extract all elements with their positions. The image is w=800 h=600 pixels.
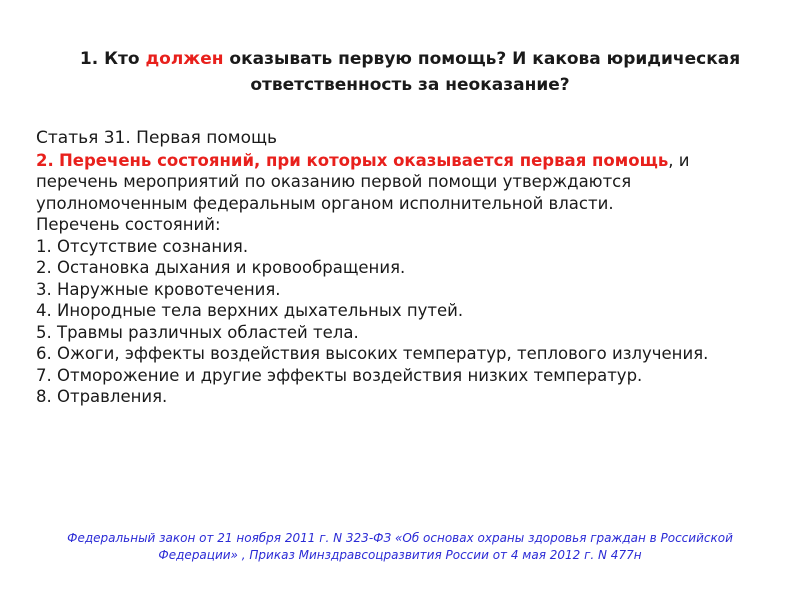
list-item: 5. Травмы различных областей тела. bbox=[36, 322, 359, 342]
list-item: 8. Отравления. bbox=[36, 387, 168, 406]
footer-citation: Федеральный закон от 21 ноября 2011 г. N 323-ФЗ «Об основах охраны здоровья граждан в Российской Федерации» , Приказ Минздравсоцразвития России от 4 мая 2012 г. N 477н bbox=[67, 531, 733, 562]
list-item: 6. Ожоги, эффекты воздействия высоких температур, теплового излучения. bbox=[36, 344, 709, 363]
point-rest-text: , и перечень мероприятий по оказанию первой помощи утверждаются уполномоченным федеральным органом исполнительной власти. bbox=[36, 150, 690, 213]
title-number: 1. bbox=[79, 49, 99, 69]
point-number: 2. bbox=[36, 150, 54, 170]
list-item: 4. Инородные тела верхних дыхательных путей. bbox=[36, 301, 464, 320]
article-heading: Статья 31. Первая помощь bbox=[36, 128, 278, 148]
list-item: 2. Остановка дыхания и кровообращения. bbox=[36, 258, 406, 277]
list-item: 1. Отсутствие сознания. bbox=[36, 236, 249, 256]
article-body bbox=[36, 128, 776, 408]
list-label: Перечень состояний: bbox=[36, 215, 221, 234]
title-part1: Кто bbox=[104, 49, 140, 69]
conditions-list bbox=[36, 236, 776, 408]
title-highlight: должен bbox=[145, 49, 224, 69]
list-item: 3. Наружные кровотечения. bbox=[36, 279, 281, 299]
point-red-text: Перечень состояний, при которых оказывается первая помощь bbox=[59, 150, 669, 170]
list-item: 7. Отморожение и другие эффекты воздействия низких температур. bbox=[36, 365, 643, 385]
slide-title bbox=[40, 46, 780, 98]
title-part2: оказывать первую помощь? И какова юридическая ответственность за неоказание? bbox=[229, 49, 741, 95]
article-point bbox=[36, 150, 776, 215]
